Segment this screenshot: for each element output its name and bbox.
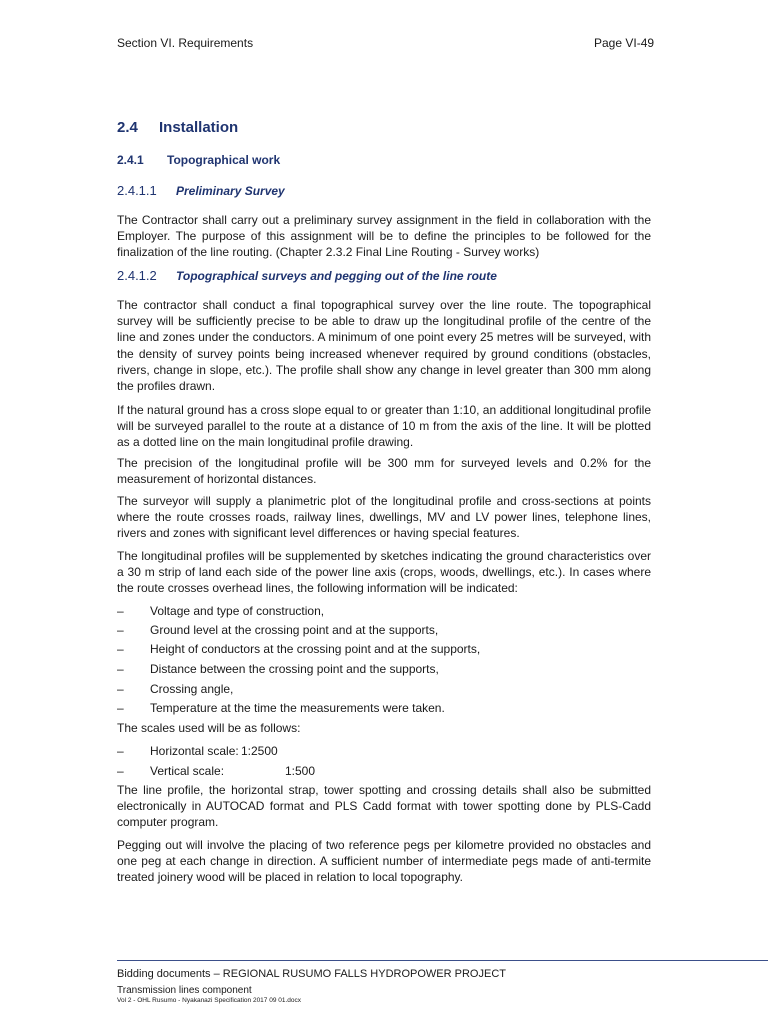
list-item xyxy=(117,681,233,697)
list-item-horizontal-scale xyxy=(117,743,278,759)
footer-divider xyxy=(117,960,768,961)
heading-title: Topographical surveys and pegging out of the line route xyxy=(176,269,497,283)
scale-label: Horizontal scale: xyxy=(150,744,239,758)
heading-title: Installation xyxy=(159,119,239,136)
list-item xyxy=(117,700,445,716)
heading-title: Preliminary Survey xyxy=(176,184,285,198)
heading-number: 2.4.1 xyxy=(117,153,144,167)
list-item xyxy=(117,661,439,677)
list-item-text: Height of conductors at the crossing point and at the supports, xyxy=(150,642,481,656)
list-item-text: Ground level at the crossing point and at the supports, xyxy=(150,623,439,637)
paragraph-pegging: Pegging out will involve the placing of two reference pegs per kilometre provided no obstacles and one peg at each change in direction. A sufficient number of intermediate pegs made of anti-termite treated joinery wood will be placed in relation to local topography. xyxy=(117,838,651,885)
paragraph-preliminary-survey: The Contractor shall carry out a preliminary survey assignment in the field in collaboration with the Employer. The purpose of this assignment will be to define the principles to be followed for the finalization of the line routing. (Chapter 2.3.2 Final Line Routing - Survey works) xyxy=(117,213,651,260)
scale-value: 1:2500 xyxy=(241,744,278,758)
list-item-text: Temperature at the time the measurements were taken. xyxy=(150,701,445,715)
heading-number: 2.4.1.1 xyxy=(117,183,157,198)
paragraph-precision: The precision of the longitudinal profile will be 300 mm for surveyed levels and 0.2% for the measurement of horizontal distances. xyxy=(117,456,651,487)
heading-2-4-1 xyxy=(117,153,280,167)
footer-filename: Vol 2 - OHL Rusumo - Nyakanazi Specification 2017 09 01.docx xyxy=(117,997,302,1004)
heading-number: 2.4.1.2 xyxy=(117,268,157,283)
heading-2-4-1-1 xyxy=(117,183,285,198)
bullet-dash: – xyxy=(117,604,124,618)
list-item-text: Distance between the crossing point and the supports, xyxy=(150,662,439,676)
paragraph-sketches: The longitudinal profiles will be supplemented by sketches indicating the ground characteristics over a 30 m strip of land each side of the power line axis (crops, woods, dwellings, etc.). In cases where the route crosses overhead lines, the following information will be indicated: xyxy=(117,549,651,596)
bullet-dash: – xyxy=(117,701,124,715)
paragraph-planimetric-plot: The surveyor will supply a planimetric plot of the longitudinal profile and cross-sections at points where the route crosses roads, railway lines, dwellings, MV and LV power lines, telephone lines, rivers and zones with significant level differences or having special features. xyxy=(117,494,651,541)
list-item-vertical-scale xyxy=(117,763,315,779)
paragraph-topographical-survey: The contractor shall conduct a final topographical survey over the line route. The topographical survey will be sufficiently precise to be able to draw up the longitudinal profile of the centre of the line and zones under the conductors. A minimum of one point every 25 metres will be surveyed, with the density of survey points being increased whenever required by ground conditions (obstacles, rivers, change in slope, etc.). The profile shall show any change in level greater than 300 mm along the profiles drawn. xyxy=(117,298,651,394)
header-section: Section VI. Requirements xyxy=(117,36,254,50)
bullet-dash: – xyxy=(117,623,124,637)
footer-project: Bidding documents – REGIONAL RUSUMO FALLS HYDROPOWER PROJECT xyxy=(117,968,506,980)
bullet-dash: – xyxy=(117,764,124,778)
heading-2-4-1-2 xyxy=(117,268,497,283)
paragraph-line-profile: The line profile, the horizontal strap, tower spotting and crossing details shall also be submitted electronically in AUTOCAD format and PLS Cadd format with tower spotting done by PLS-Cadd computer program. xyxy=(117,783,651,830)
scale-label: Vertical scale: xyxy=(150,764,225,778)
heading-2-4 xyxy=(117,119,238,136)
footer-component: Transmission lines component xyxy=(117,985,252,996)
list-item-text: Crossing angle, xyxy=(150,682,234,696)
list-item xyxy=(117,641,480,657)
bullet-dash: – xyxy=(117,744,124,758)
list-item xyxy=(117,603,324,619)
scales-intro: The scales used will be as follows: xyxy=(117,721,301,735)
heading-title: Topographical work xyxy=(167,153,281,167)
scale-value: 1:500 xyxy=(285,764,316,778)
header-page-number: Page VI-49 xyxy=(594,36,655,50)
bullet-dash: – xyxy=(117,682,124,696)
list-item-text: Voltage and type of construction, xyxy=(150,604,325,618)
list-item xyxy=(117,622,438,638)
heading-number: 2.4 xyxy=(117,119,138,136)
bullet-dash: – xyxy=(117,642,124,656)
paragraph-cross-slope: If the natural ground has a cross slope equal to or greater than 1:10, an additional longitudinal profile will be surveyed parallel to the route at a distance of 10 m from the axis of the line. It will be plotted as a dotted line on the main longitudinal profile drawing. xyxy=(117,403,651,450)
bullet-dash: – xyxy=(117,662,124,676)
